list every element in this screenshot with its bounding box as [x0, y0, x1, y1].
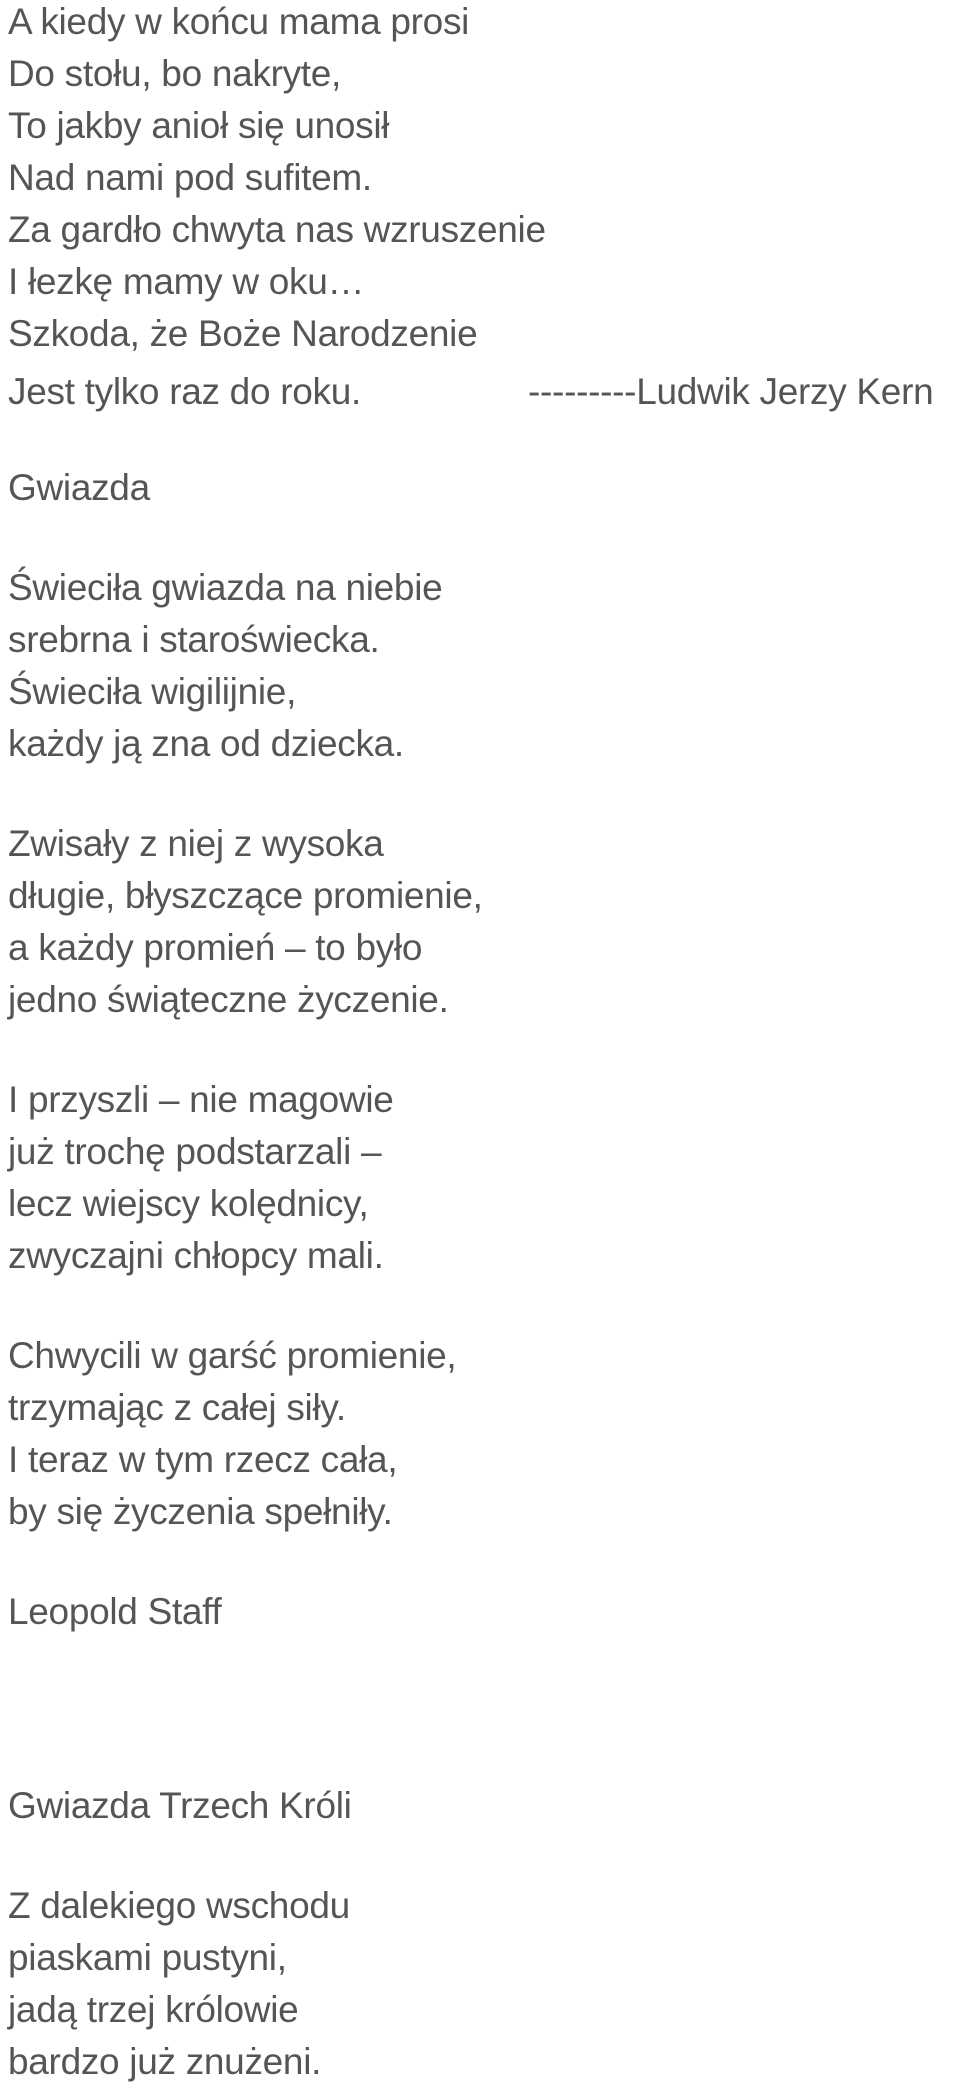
poem-line: bardzo już znużeni.: [8, 2041, 322, 2082]
poem-line: Świeciła gwiazda na niebie: [8, 567, 443, 608]
poem-line: jedno świąteczne życzenie.: [8, 979, 449, 1020]
poem-line: Nad nami pod sufitem.: [8, 157, 372, 198]
poem-line: jadą trzej królowie: [8, 1989, 299, 2030]
poem-title: Gwiazda: [8, 467, 150, 508]
poem-line: srebrna i staroświecka.: [8, 619, 380, 660]
poem-line: I przyszli – nie magowie: [8, 1079, 394, 1120]
poem-line: każdy ją zna od dziecka.: [8, 723, 404, 764]
poem-line: Szkoda, że Boże Narodzenie: [8, 313, 478, 354]
poem-line: lecz wiejscy kolędnicy,: [8, 1183, 369, 1224]
poem-line: Do stołu, bo nakryte,: [8, 53, 342, 94]
poem-line: już trochę podstarzali –: [8, 1131, 382, 1172]
poem-line: a każdy promień – to było: [8, 927, 423, 968]
poem-line: Za gardło chwyta nas wzruszenie: [8, 209, 546, 250]
poem-line: I łezkę mamy w oku…: [8, 261, 365, 302]
poem-line: To jakby anioł się unosił: [8, 105, 390, 146]
poem-line: A kiedy w końcu mama prosi: [8, 1, 470, 42]
poem-line: Z dalekiego wschodu: [8, 1885, 350, 1926]
poem-line: Chwycili w garść promienie,: [8, 1335, 457, 1376]
poem-line: zwyczajni chłopcy mali.: [8, 1235, 384, 1276]
poem-line: by się życzenia spełniły.: [8, 1491, 393, 1532]
author-signature: ---------Ludwik Jerzy Kern: [528, 371, 934, 412]
poem-title: Gwiazda Trzech Króli: [8, 1785, 352, 1826]
poem-line: Świeciła wigilijnie,: [8, 671, 297, 712]
poem-author: Leopold Staff: [8, 1591, 222, 1632]
poem-line: Zwisały z niej z wysoka: [8, 823, 384, 864]
poem-line: długie, błyszczące promienie,: [8, 875, 483, 916]
poem-line: Jest tylko raz do roku.: [8, 371, 361, 412]
poem-line: trzymając z całej siły.: [8, 1387, 346, 1428]
poem-line: I teraz w tym rzecz cała,: [8, 1439, 398, 1480]
poem-line: piaskami pustyni,: [8, 1937, 287, 1978]
